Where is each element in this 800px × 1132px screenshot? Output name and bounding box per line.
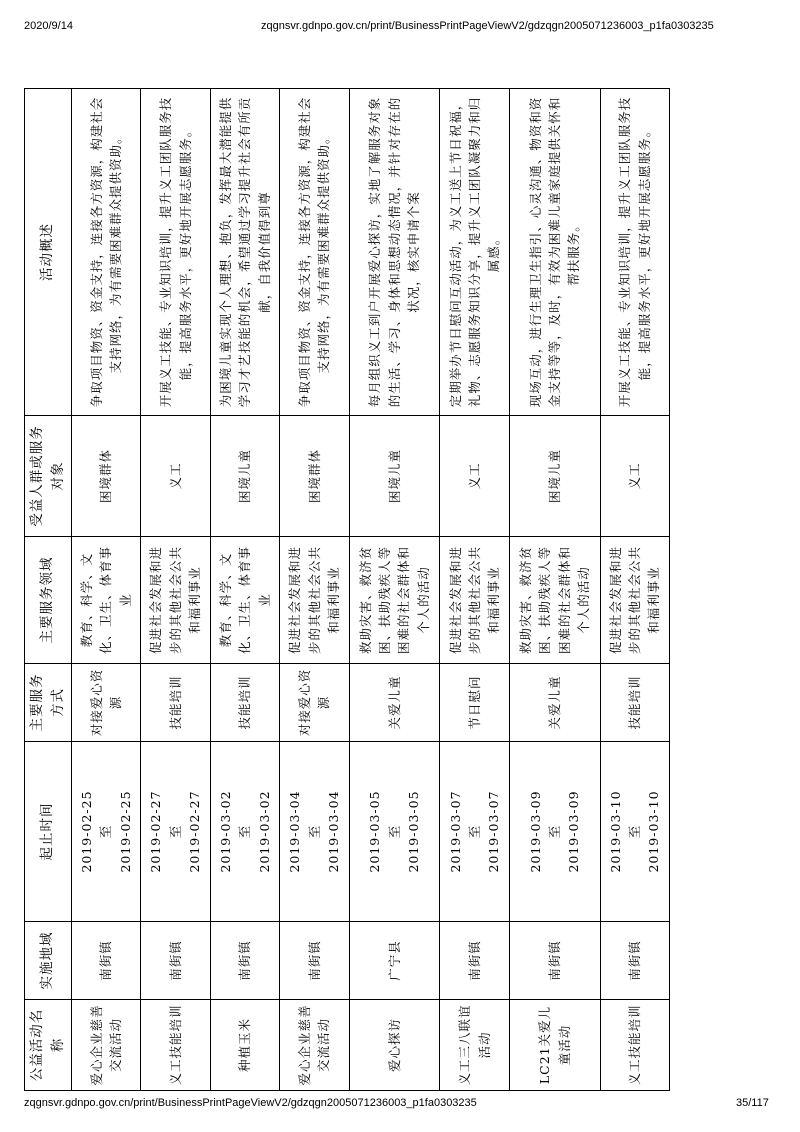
field-cell: 救助灾害、救济贫困、扶助残疾人等困难的社会群体和个人的活动 bbox=[509, 537, 600, 664]
field-cell: 促进社会发展和进步的其他社会公共和福利事业 bbox=[440, 537, 509, 664]
table-row bbox=[509, 89, 600, 1091]
col-header-summary: 活动概述 bbox=[25, 89, 72, 416]
period-separator: 至 bbox=[627, 824, 643, 839]
area-cell: 南街镇 bbox=[509, 922, 600, 1000]
period-end: 2019-03-09 bbox=[566, 790, 582, 873]
field-cell: 教育、科学、文化、卫生、体育事业 bbox=[71, 537, 140, 664]
period-cell bbox=[440, 742, 509, 922]
target-cell: 义工 bbox=[440, 416, 509, 537]
method-cell: 技能培训 bbox=[600, 664, 669, 742]
period-cell bbox=[210, 742, 279, 922]
method-cell: 关爱儿童 bbox=[349, 664, 440, 742]
area-cell: 南街镇 bbox=[600, 922, 669, 1000]
activity-name-cell: 爱心企业慈善交流活动 bbox=[280, 1000, 349, 1091]
col-header-target: 受益人群或服务对象 bbox=[25, 416, 72, 537]
area-cell: 南街镇 bbox=[71, 922, 140, 1000]
method-cell: 节日慰问 bbox=[440, 664, 509, 742]
summary-cell: 为困境儿童实现个人理想、抱负，发挥最大潜能提供学习才艺技能的机会，希望通过学习提升社会有所贡献，自我价值得到尊 bbox=[210, 89, 279, 416]
activity-name-cell: 义工三八联谊活动 bbox=[440, 1000, 509, 1091]
period-end: 2019-03-07 bbox=[486, 790, 502, 873]
target-cell: 困境儿童 bbox=[210, 416, 279, 537]
period-end: 2019-03-04 bbox=[326, 790, 342, 873]
period-end: 2019-02-25 bbox=[117, 790, 133, 873]
table-row bbox=[141, 89, 210, 1091]
summary-cell: 定期举办节日慰问互动活动，为义工送上节日祝福，礼物、志愿服务知识分享，提升义工团队凝聚力和归属感。 bbox=[440, 89, 509, 416]
area-cell: 南街镇 bbox=[210, 922, 279, 1000]
summary-cell: 开展义工技能、专业知识培训，提升义工团队服务技能，提高服务水平，更好地开展志愿服务。 bbox=[600, 89, 669, 416]
period-cell bbox=[509, 742, 600, 922]
area-cell: 南街镇 bbox=[141, 922, 210, 1000]
activity-name-cell: 义工技能培训 bbox=[141, 1000, 210, 1091]
table-row bbox=[71, 89, 140, 1091]
period-cell bbox=[141, 742, 210, 922]
period-start: 2019-02-25 bbox=[79, 790, 94, 873]
table-header-row bbox=[25, 89, 72, 1091]
table-row bbox=[440, 89, 509, 1091]
page-number: 35/117 bbox=[736, 1097, 769, 1109]
period-separator: 至 bbox=[466, 824, 482, 839]
activity-name-cell: 种植玉米 bbox=[210, 1000, 279, 1091]
activity-name-cell: LC21关爱儿童活动 bbox=[509, 1000, 600, 1091]
period-cell bbox=[280, 742, 349, 922]
summary-cell: 争取项目物资、资金支持，连接各方资源，构建社会支持网络，为有需要困难群众提供资助。 bbox=[71, 89, 140, 416]
activity-name-cell: 爱心企业慈善交流活动 bbox=[71, 1000, 140, 1091]
period-cell bbox=[71, 742, 140, 922]
table-row bbox=[280, 89, 349, 1091]
period-start: 2019-03-02 bbox=[217, 790, 233, 873]
period-start: 2019-03-07 bbox=[447, 790, 463, 873]
target-cell: 困境儿童 bbox=[349, 416, 440, 537]
area-cell: 广宁县 bbox=[349, 922, 440, 1000]
print-date: 2020/9/14 bbox=[24, 20, 73, 32]
header-url: zqgnsvr.gdnpo.gov.cn/print/BusinessPrintPageViewV2/gdzqgn2005071236003_p1fa0303235 bbox=[261, 20, 714, 32]
method-cell: 关爱儿童 bbox=[509, 664, 600, 742]
summary-cell: 现场互动，进行生理卫生指引、心灵沟通、物资和资金支持等等，及时，有效为困难儿童家庭提供关怀和帮扶服务。 bbox=[509, 89, 600, 416]
table-row bbox=[349, 89, 440, 1091]
period-start: 2019-03-09 bbox=[527, 790, 543, 873]
footer-url: zqgnsvr.gdnpo.gov.cn/print/BusinessPrintPageViewV2/gdzqgn2005071236003_p1fa0303235 bbox=[24, 1097, 477, 1109]
summary-cell: 争取项目物资、资金支持，连接各方资源，构建社会支持网络，为有需要困难群众提供资助。 bbox=[280, 89, 349, 416]
period-start: 2019-03-04 bbox=[287, 790, 303, 873]
field-cell: 促进社会发展和进步的其他社会公共和福利事业 bbox=[141, 537, 210, 664]
method-cell: 技能培训 bbox=[210, 664, 279, 742]
table-row bbox=[600, 89, 669, 1091]
period-end: 2019-02-27 bbox=[187, 790, 203, 873]
period-cell bbox=[600, 742, 669, 922]
period-separator: 至 bbox=[237, 824, 253, 839]
table-row bbox=[210, 89, 279, 1091]
area-cell: 南街镇 bbox=[280, 922, 349, 1000]
period-cell bbox=[349, 742, 440, 922]
target-cell: 义工 bbox=[141, 416, 210, 537]
summary-cell: 每月组织义工到户开展爱心探访，实地了解服务对象的生活、学习、身体和思想动态情况，并针对存在的状况，核实申请个案 bbox=[349, 89, 440, 416]
summary-cell: 开展义工技能、专业知识培训，提升义工团队服务技能，提高服务水平，更好地开展志愿服务。 bbox=[141, 89, 210, 416]
col-header-period: 起止时间 bbox=[25, 742, 72, 922]
period-separator: 至 bbox=[386, 824, 402, 839]
col-header-method: 主要服务方式 bbox=[25, 664, 72, 742]
period-start: 2019-03-10 bbox=[607, 790, 623, 873]
method-cell: 技能培训 bbox=[141, 664, 210, 742]
period-start: 2019-02-27 bbox=[148, 790, 164, 873]
target-cell: 困境儿童 bbox=[509, 416, 600, 537]
col-header-name: 公益活动名称 bbox=[25, 1000, 72, 1091]
col-header-area: 实施地域 bbox=[25, 922, 72, 1000]
target-cell: 困境群体 bbox=[280, 416, 349, 537]
rotated-table-wrapper bbox=[24, 89, 670, 1091]
target-cell: 困境群体 bbox=[71, 416, 140, 537]
period-end: 2019-03-05 bbox=[406, 790, 422, 873]
period-end: 2019-03-02 bbox=[256, 790, 272, 873]
period-separator: 至 bbox=[546, 824, 562, 839]
period-separator: 至 bbox=[167, 824, 183, 839]
period-end: 2019-03-10 bbox=[646, 790, 662, 873]
period-separator: 至 bbox=[98, 824, 114, 839]
field-cell: 促进社会发展和进步的其他社会公共和福利事业 bbox=[280, 537, 349, 664]
activity-table bbox=[24, 88, 670, 1091]
method-cell: 对接爱心资源 bbox=[280, 664, 349, 742]
period-start: 2019-03-05 bbox=[367, 790, 383, 873]
area-cell: 南街镇 bbox=[440, 922, 509, 1000]
period-separator: 至 bbox=[306, 824, 322, 839]
activity-name-cell: 义工技能培训 bbox=[600, 1000, 669, 1091]
field-cell: 救助灾害、救济贫困、扶助残疾人等困难的社会群体和个人的活动 bbox=[349, 537, 440, 664]
field-cell: 教育、科学、文化、卫生、体育事业 bbox=[210, 537, 279, 664]
col-header-field: 主要服务领域 bbox=[25, 537, 72, 664]
target-cell: 义工 bbox=[600, 416, 669, 537]
field-cell: 促进社会发展和进步的其他社会公共和福利事业 bbox=[600, 537, 669, 664]
activity-name-cell: 爱心探访 bbox=[349, 1000, 440, 1091]
method-cell: 对接爱心资源 bbox=[71, 664, 140, 742]
